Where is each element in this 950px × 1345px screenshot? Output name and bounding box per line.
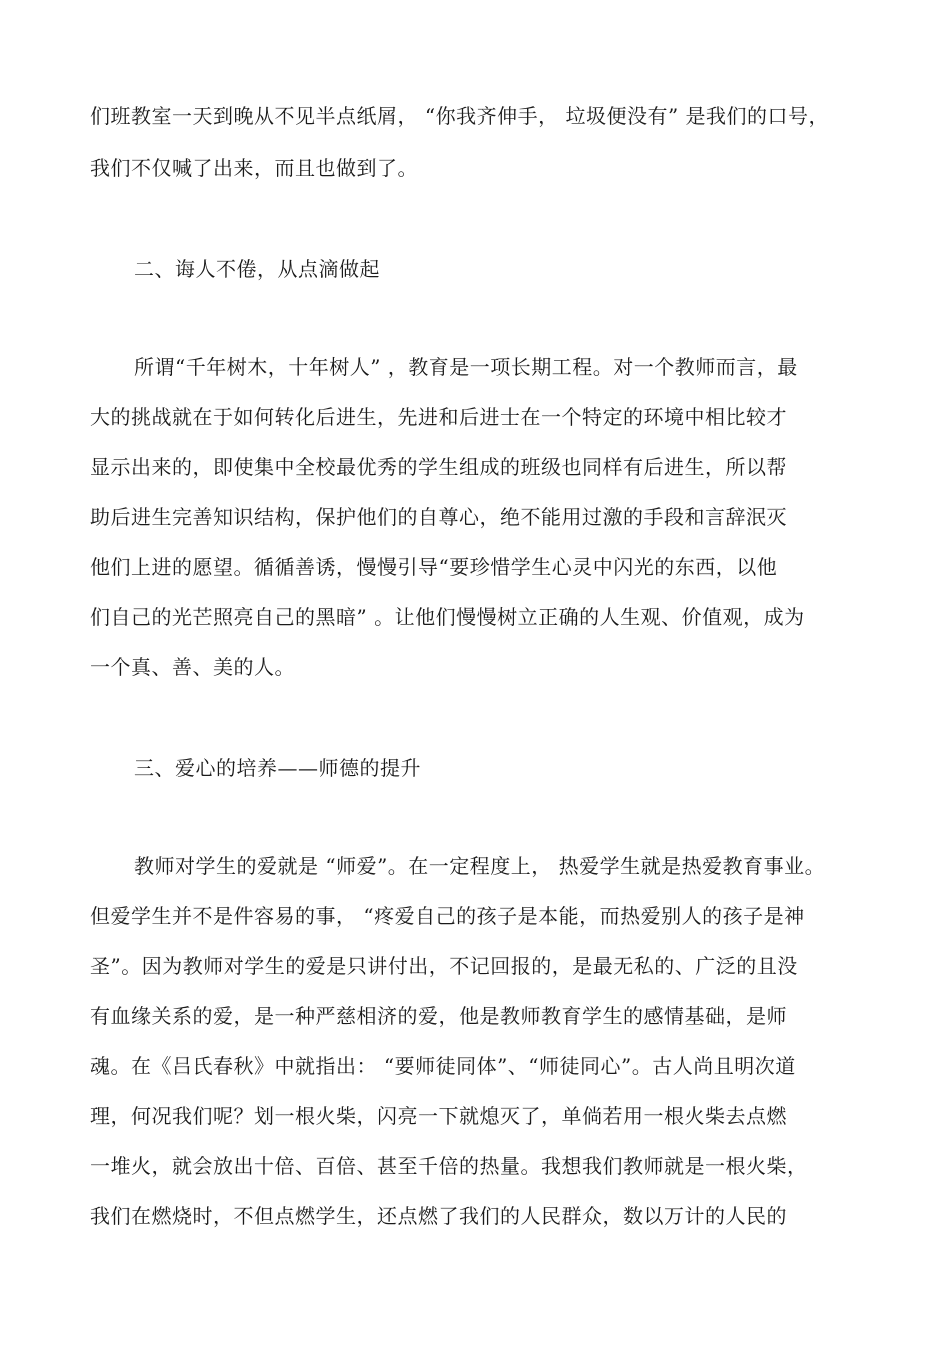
section-heading-3: 三、爱心的培养——师德的提升 — [134, 756, 421, 780]
paragraph-line: 他们上进的愿望。循循善诱，慢慢引导“要珍惜学生心灵中闪光的东西，以他 — [90, 555, 778, 579]
paragraph-line: 一个真、善、美的人。 — [90, 655, 295, 679]
paragraph-line: 们自己的光芒照亮自己的黑暗” 。让他们慢慢树立正确的人生观、价值观，成为 — [90, 605, 805, 629]
paragraph-line: 显示出来的，即使集中全校最优秀的学生组成的班级也同样有后进生，所以帮 — [90, 455, 787, 479]
paragraph-line: 圣”。因为教师对学生的爱是只讲付出，不记回报的，是最无私的、广泛的且没 — [90, 954, 798, 978]
paragraph-line: 一堆火，就会放出十倍、百倍、甚至千倍的热量。我想我们教师就是一根火柴， — [90, 1154, 808, 1178]
paragraph-line: 们班教室一天到晚从不见半点纸屑， “你我齐伸手， 垃圾便没有” 是我们的口号， — [90, 104, 830, 128]
paragraph-line: 但爱学生并不是件容易的事， “疼爱自己的孩子是本能，而热爱别人的孩子是神 — [90, 904, 805, 928]
paragraph-line: 有血缘关系的爱，是一种严慈相济的爱，他是教师教育学生的感情基础，是师 — [90, 1004, 787, 1028]
paragraph-line: 理，何况我们呢？划一根火柴，闪亮一下就熄灭了，单倘若用一根火柴去点燃 — [90, 1104, 787, 1128]
paragraph-line: 大的挑战就在于如何转化后进生，先进和后进士在一个特定的环境中相比较才 — [90, 405, 787, 429]
paragraph-line: 魂。在《吕氏春秋》中就指出： “要师徒同体”、“师徒同心”。古人尚且明次道 — [90, 1054, 796, 1078]
paragraph-line: 我们不仅喊了出来，而且也做到了。 — [90, 156, 418, 180]
paragraph-line: 我们在燃烧时，不但点燃学生，还点燃了我们的人民群众，数以万计的人民的 — [90, 1204, 787, 1228]
paragraph-line: 教师对学生的爱就是 “师爱”。在一定程度上， 热爱学生就是热爱教育事业。 — [134, 854, 826, 878]
paragraph-line: 所谓“千年树木，十年树人” ，教育是一项长期工程。对一个教师而言，最 — [134, 355, 798, 379]
section-heading-2: 二、诲人不倦，从点滴做起 — [134, 257, 380, 281]
paragraph-line: 助后进生完善知识结构，保护他们的自尊心，绝不能用过激的手段和言辞泯灭 — [90, 505, 787, 529]
